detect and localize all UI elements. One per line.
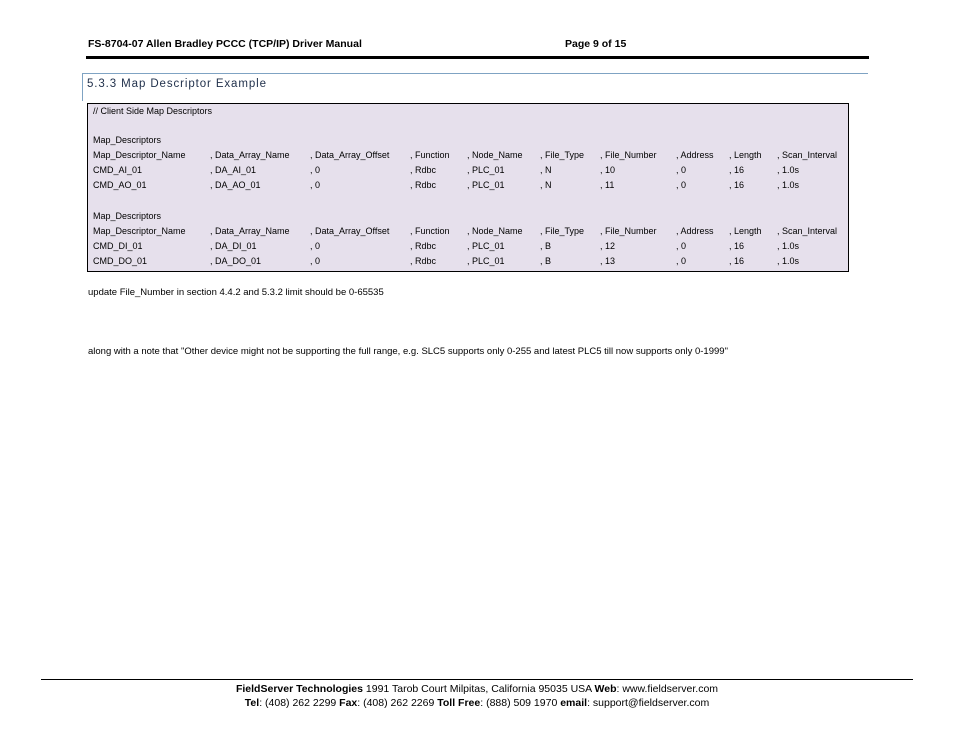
- config-cell: , 0: [676, 241, 687, 251]
- config-cell: , N: [540, 165, 552, 175]
- footer-tel: : (408) 262 2299: [259, 697, 340, 709]
- note-file-number: update File_Number in section 4.4.2 and 5.3.2 limit should be 0-65535: [88, 287, 384, 298]
- config-cell: , File_Type: [540, 150, 585, 160]
- config-cell: , Rdbc: [410, 165, 437, 175]
- config-cell: , PLC_01: [467, 256, 505, 266]
- config-cell: , Data_Array_Offset: [310, 226, 390, 236]
- config-cell: , Address: [676, 226, 714, 236]
- config-cell: , Address: [676, 150, 714, 160]
- config-cell: , File_Number: [600, 226, 657, 236]
- config-cell: , Rdbc: [410, 180, 437, 190]
- config-cell: , Data_Array_Offset: [310, 150, 390, 160]
- footer-address: 1991 Tarob Court Milpitas, California 95035 USA: [362, 683, 595, 695]
- config-cell: , Length: [729, 226, 762, 236]
- config-cell: , DA_DI_01: [210, 241, 257, 251]
- config-cell: , Rdbc: [410, 241, 437, 251]
- config-cell: , 1.0s: [777, 241, 800, 251]
- config-cell: , Function: [410, 150, 450, 160]
- page-header: [88, 38, 868, 54]
- config-cell: , Length: [729, 150, 762, 160]
- footer-contact-line: [0, 697, 954, 709]
- footer-address-line: [0, 683, 954, 695]
- config-cell: , 1.0s: [777, 256, 800, 266]
- config-cell: , 0: [310, 180, 321, 190]
- block2-label: Map_Descriptors: [93, 211, 162, 221]
- footer-company: FieldServer Technologies: [235, 683, 363, 695]
- config-cell: , 16: [729, 241, 745, 251]
- config-cell: , 0: [310, 165, 321, 175]
- config-cell: , Node_Name: [467, 226, 523, 236]
- config-cell: , DA_AO_01: [210, 180, 261, 190]
- config-cell: , PLC_01: [467, 180, 505, 190]
- config-cell: , B: [540, 256, 552, 266]
- map-descriptor-config-box: [87, 103, 849, 272]
- config-cell: , 16: [729, 165, 745, 175]
- config-cell: , 1.0s: [777, 180, 800, 190]
- footer-tollfree: : (888) 509 1970: [480, 697, 561, 709]
- note-device-range: along with a note that "Other device might not be supporting the full range, e.g. SLC5 supports only 0-255 and latest PLC5 till now supports only 0-1999": [88, 346, 728, 357]
- config-cell: , N: [540, 180, 552, 190]
- config-cell: Map_Descriptor_Name: [93, 150, 186, 160]
- config-cell: , 1.0s: [777, 165, 800, 175]
- config-comment: // Client Side Map Descriptors: [93, 106, 213, 116]
- footer-tel-label: Tel: [244, 697, 260, 709]
- config-cell: , PLC_01: [467, 165, 505, 175]
- config-cell: , 0: [676, 180, 687, 190]
- config-cell: , Scan_Interval: [777, 226, 838, 236]
- config-cell: , Function: [410, 226, 450, 236]
- config-cell: , 0: [310, 256, 321, 266]
- config-cell: , 0: [676, 256, 687, 266]
- section-heading-text: 5.3.3 Map Descriptor Example: [87, 78, 267, 90]
- document-title: FS-8704-07 Allen Bradley PCCC (TCP/IP) Driver Manual: [88, 38, 362, 50]
- page-number: Page 9 of 15: [565, 38, 627, 50]
- config-cell: , 12: [600, 241, 616, 251]
- header-divider: [86, 56, 869, 59]
- config-cell: , 13: [600, 256, 616, 266]
- config-cell: , 11: [600, 180, 615, 190]
- footer-web-label: Web: [594, 683, 617, 695]
- footer-email-label: email: [560, 697, 588, 709]
- config-cell: CMD_DO_01: [93, 256, 148, 266]
- config-cell: CMD_AI_01: [93, 165, 143, 175]
- config-cell: , DA_AI_01: [210, 165, 257, 175]
- config-cell: CMD_DI_01: [93, 241, 143, 251]
- config-cell: , DA_DO_01: [210, 256, 262, 266]
- config-cell: , PLC_01: [467, 241, 505, 251]
- section-heading: [82, 73, 868, 101]
- footer-email: : support@fieldserver.com: [587, 697, 710, 709]
- config-cell: , 0: [676, 165, 687, 175]
- config-cell: , 0: [310, 241, 321, 251]
- config-cell: , B: [540, 241, 552, 251]
- config-cell: , File_Type: [540, 226, 585, 236]
- config-cell: , File_Number: [600, 150, 657, 160]
- footer-divider: [41, 679, 913, 680]
- footer-fax: : (408) 262 2269: [357, 697, 438, 709]
- config-cell: , 16: [729, 256, 745, 266]
- config-cell: CMD_AO_01: [93, 180, 147, 190]
- footer-fax-label: Fax: [339, 697, 358, 709]
- footer-tollfree-label: Toll Free: [437, 697, 481, 709]
- config-cell: , 10: [600, 165, 616, 175]
- config-cell: , Data_Array_Name: [210, 150, 290, 160]
- config-cell: , Scan_Interval: [777, 150, 838, 160]
- config-cell: Map_Descriptor_Name: [93, 226, 186, 236]
- config-cell: , Rdbc: [410, 256, 437, 266]
- block1-label: Map_Descriptors: [93, 135, 162, 145]
- config-cell: , Node_Name: [467, 150, 523, 160]
- config-cell: , Data_Array_Name: [210, 226, 290, 236]
- footer-web: : www.fieldserver.com: [616, 683, 719, 695]
- config-cell: , 16: [729, 180, 745, 190]
